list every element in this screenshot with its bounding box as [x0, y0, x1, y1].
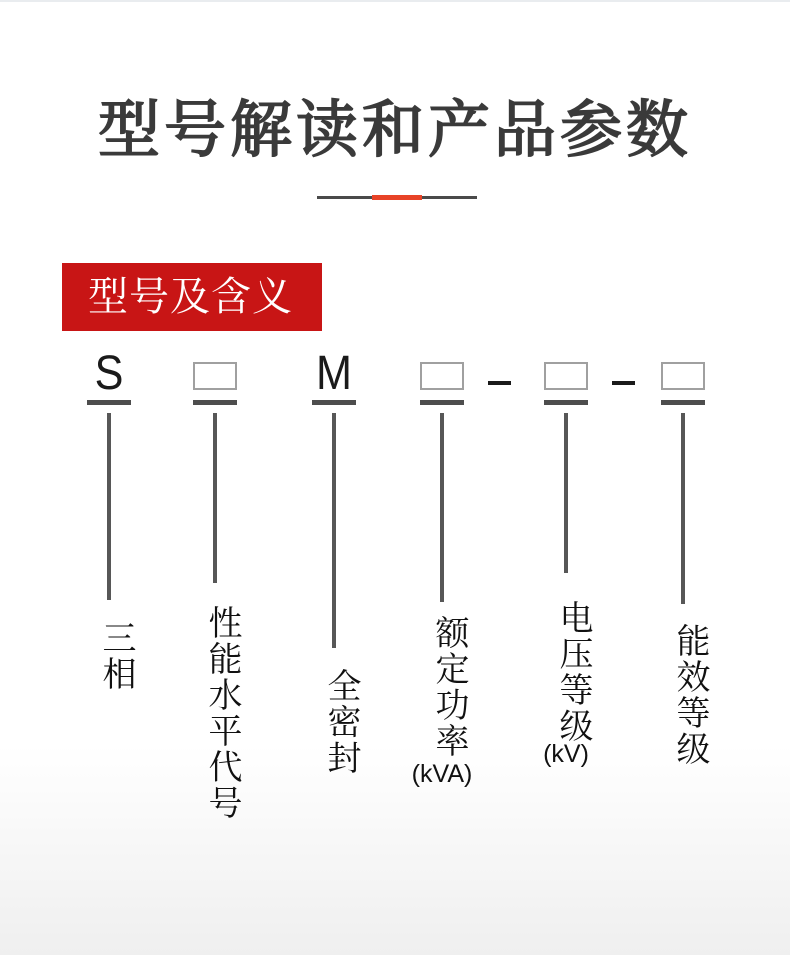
- code-letter-s: S: [94, 347, 124, 400]
- connector-line: [440, 413, 444, 602]
- section-badge-label: 型号及含义: [88, 275, 293, 319]
- segment-unit-kv: (kV): [543, 740, 589, 768]
- segment-underline: [193, 400, 237, 405]
- code-box-voltage: [544, 362, 588, 390]
- segment-underline: [544, 400, 588, 405]
- dash-separator: [488, 381, 511, 385]
- segment-label-efficiency: 能效等级: [671, 623, 709, 767]
- segment-label-performance: 性能水平代号: [203, 605, 241, 821]
- segment-label-voltage: 电压等级: [554, 600, 592, 744]
- segment-label-phase: 三相: [97, 620, 135, 692]
- segment-underline: [420, 400, 464, 405]
- code-letter-m: M: [316, 347, 352, 400]
- segment-unit-kva: (kVA): [411, 760, 473, 788]
- dash-separator: [612, 381, 635, 385]
- segment-label-power: 额定功率: [430, 615, 468, 759]
- code-box-power: [420, 362, 464, 390]
- page-title: 型号解读和产品参数: [97, 96, 692, 165]
- code-box-performance: [193, 362, 237, 390]
- connector-line: [213, 413, 217, 583]
- segment-label-sealed: 全密封: [322, 668, 360, 776]
- connector-line: [107, 413, 111, 600]
- connector-line: [564, 413, 568, 573]
- segment-underline: [312, 400, 356, 405]
- connector-line: [332, 413, 336, 648]
- segment-underline: [87, 400, 131, 405]
- segment-underline: [661, 400, 705, 405]
- code-box-efficiency: [661, 362, 705, 390]
- connector-line: [681, 413, 685, 604]
